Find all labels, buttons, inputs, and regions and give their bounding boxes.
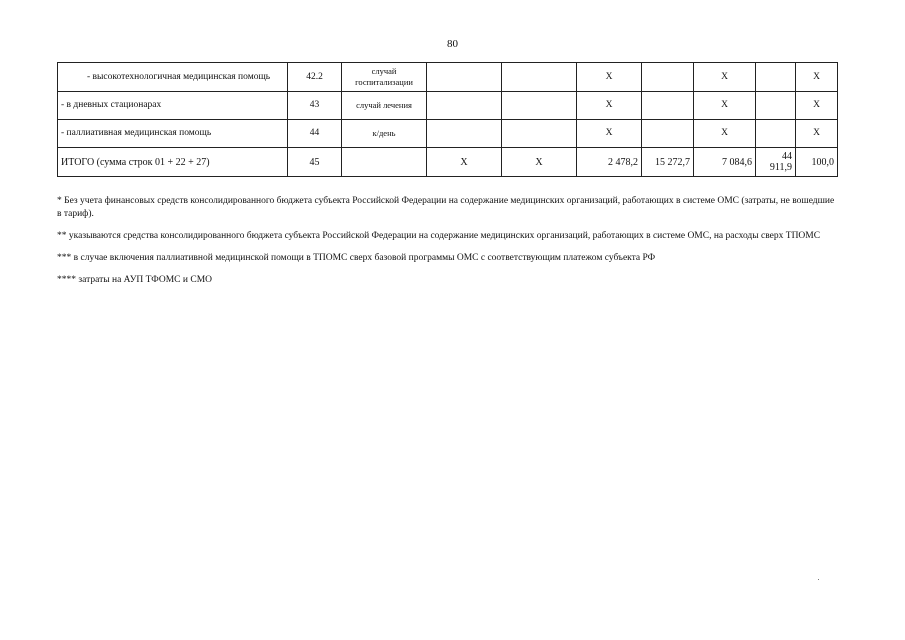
- footnote-4: **** затраты на АУП ТФОМС и СМО: [57, 275, 212, 285]
- footnote-2: ** указываются средства консолидированного бюджета субъекта Российской Федерации на содержание медицинских организаций, работающих в системе ОМС, на расходы сверх ТПОМС: [57, 231, 821, 241]
- cell-col-6: 44 911,9: [756, 148, 796, 177]
- cell-col-1: [427, 120, 502, 148]
- row-unit: случай госпитализации: [342, 63, 427, 92]
- cell-col-2: X: [502, 148, 577, 177]
- cell-col-7: X: [796, 92, 838, 120]
- scan-speck: [818, 579, 819, 580]
- cell-col-6: [756, 120, 796, 148]
- cell-col-5: X: [694, 63, 756, 92]
- row-name: - высокотехнологичная медицинская помощь: [58, 63, 288, 92]
- cell-col-6: [756, 92, 796, 120]
- row-unit: к/день: [342, 120, 427, 148]
- cell-col-2: [502, 92, 577, 120]
- footnotes: [57, 195, 839, 296]
- row-line-number: 44: [288, 120, 342, 148]
- cell-col-4: [642, 63, 694, 92]
- cell-col-2: [502, 120, 577, 148]
- row-name: ИТОГО (сумма строк 01 + 22 + 27): [58, 148, 288, 177]
- row-name: - паллиативная медицинская помощь: [58, 120, 288, 148]
- table-row: [58, 120, 838, 148]
- row-line-number: 45: [288, 148, 342, 177]
- table-row: [58, 63, 838, 92]
- row-name: - в дневных стационарах: [58, 92, 288, 120]
- row-line-number: 43: [288, 92, 342, 120]
- cell-col-3: 2 478,2: [577, 148, 642, 177]
- cell-col-7: 100,0: [796, 148, 838, 177]
- cell-col-7: X: [796, 120, 838, 148]
- cell-col-5: 7 084,6: [694, 148, 756, 177]
- cell-col-4: [642, 92, 694, 120]
- cell-col-5: X: [694, 120, 756, 148]
- cell-col-7: X: [796, 63, 838, 92]
- report-table: [57, 62, 838, 177]
- row-unit: [342, 148, 427, 177]
- footnote-1: * Без учета финансовых средств консолидированного бюджета субъекта Российской Федерации на содержание медицинских организаций, работающих в системе ОМС (затраты, не вошедшие в тариф).: [57, 196, 835, 219]
- cell-col-3: X: [577, 120, 642, 148]
- cell-col-2: [502, 63, 577, 92]
- row-unit: случай лечения: [342, 92, 427, 120]
- cell-col-4: [642, 120, 694, 148]
- table-row: [58, 92, 838, 120]
- cell-col-1: [427, 92, 502, 120]
- table-row-total: [58, 148, 838, 177]
- page-number: 80: [447, 38, 458, 50]
- row-line-number: 42.2: [288, 63, 342, 92]
- cell-col-4: 15 272,7: [642, 148, 694, 177]
- cell-col-3: X: [577, 92, 642, 120]
- cell-col-1: [427, 63, 502, 92]
- cell-col-6: [756, 63, 796, 92]
- cell-col-3: X: [577, 63, 642, 92]
- cell-col-5: X: [694, 92, 756, 120]
- cell-col-1: X: [427, 148, 502, 177]
- footnote-3: *** в случае включения паллиативной медицинской помощи в ТПОМС сверх базовой программы ОМС с соответствующим платежом субъекта РФ: [57, 253, 656, 263]
